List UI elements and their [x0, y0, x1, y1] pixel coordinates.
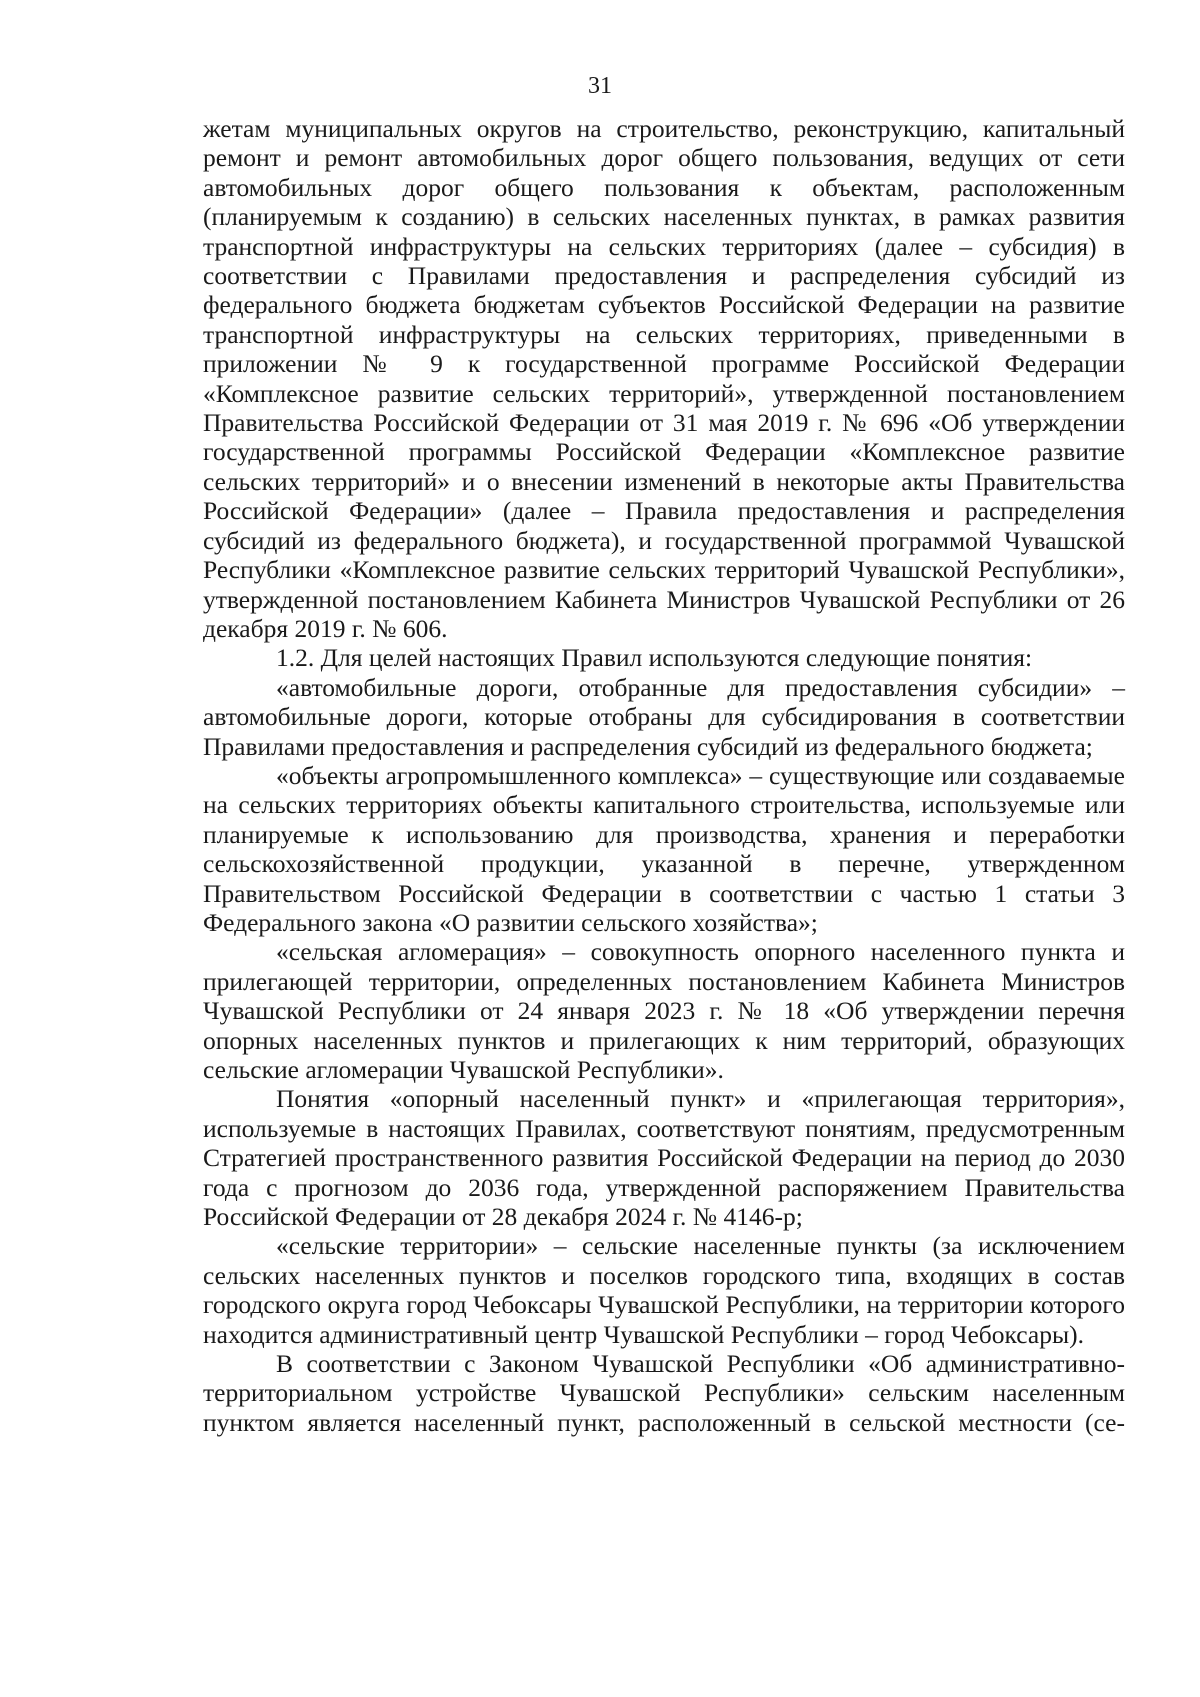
paragraph-2: 1.2. Для целей настоящих Правил используются следующие понятия:: [276, 643, 1033, 673]
paragraph-5: «сельская агломерация» – совокупность опорного населенного пункта и прилегающей территории, определенных постановлением Кабинета Министров Чувашской Республики от 24 января 2023 г. № 18 «Об утверждении перечня опорных населенных пунктов и прилегающих к ним территорий, образующих сельские агломерации Чувашской Республики».: [203, 937, 1125, 1084]
paragraph-4: «объекты агропромышленного комплекса» – существующие или создаваемые на сельских территориях объекты капитального строительства, используемые или планируемые к использованию для производства, хранения и переработки сельскохозяйственной продукции, указанной в перечне, утвержденном Правительством Российской Федерации в соответствии с частью 1 статьи 3 Федерального закона «О развитии сельского хозяйства»;: [203, 760, 1125, 937]
paragraph-8: В соответствии с Законом Чувашской Республики «Об административно-территориальном устройстве Чувашской Республики» сельским населенным пунктом является населенный пункт, расположенный в сельской местности (се-: [203, 1349, 1125, 1437]
page-number: 31: [588, 73, 612, 99]
paragraph-3: «автомобильные дороги, отобранные для предоставления субсидии» – автомобильные дороги, которые отобраны для субсидирования в соответствии Правилами предоставления и распределения субсидий из федерального бюджета;: [203, 672, 1125, 761]
paragraph-1: жетам муниципальных округов на строительство, реконструкцию, капитальный ремонт и ремонт автомобильных дорог общего пользования, ведущих от сети автомобильных дорог общего пользования к объектам, расположенным (планируемым к созданию) в сельских населенных пунктах, в рамках развития транспортной инфраструктуры на сельских территориях (далее – субсидия) в соответствии с Правилами предоставления и распределения субсидий из федерального бюджета бюджетам субъектов Российской Федерации на развитие транспортной инфраструктуры на сельских территориях, приведенными в приложении № 9 к государственной программе Российской Федерации «Комплексное развитие сельских территорий», утвержденной постановлением Правительства Российской Федерации от 31 мая 2019 г. № 696 «Об утверждении государственной программы Российской Федерации «Комплексное развитие сельских территорий» и о внесении изменений в некоторые акты Правительства Российской Федерации» (далее – Правила предоставления и распределения субсидий из федерального бюджета), и государственной программой Чувашской Республики «Комплексное развитие сельских территорий Чувашской Республики», утвержденной постановлением Кабинета Министров Чувашской Республики от 26 декабря 2019 г. № 606.: [203, 114, 1125, 643]
paragraph-7: «сельские территории» – сельские населенные пункты (за исключением сельских населенных пунктов и поселков городского типа, входящих в состав городского округа город Чебоксары Чувашской Республики, на территории которого находится административный центр Чувашской Республики – город Чебоксары).: [203, 1231, 1125, 1349]
document-body: [203, 114, 1125, 1437]
paragraph-6: Понятия «опорный населенный пункт» и «прилегающая территория», используемые в настоящих Правилах, соответствуют понятиям, предусмотренным Стратегией пространственного развития Российской Федерации на период до 2030 года с прогнозом до 2036 года, утвержденной распоряжением Правительства Российской Федерации от 28 декабря 2024 г. № 4146-р;: [203, 1084, 1125, 1232]
